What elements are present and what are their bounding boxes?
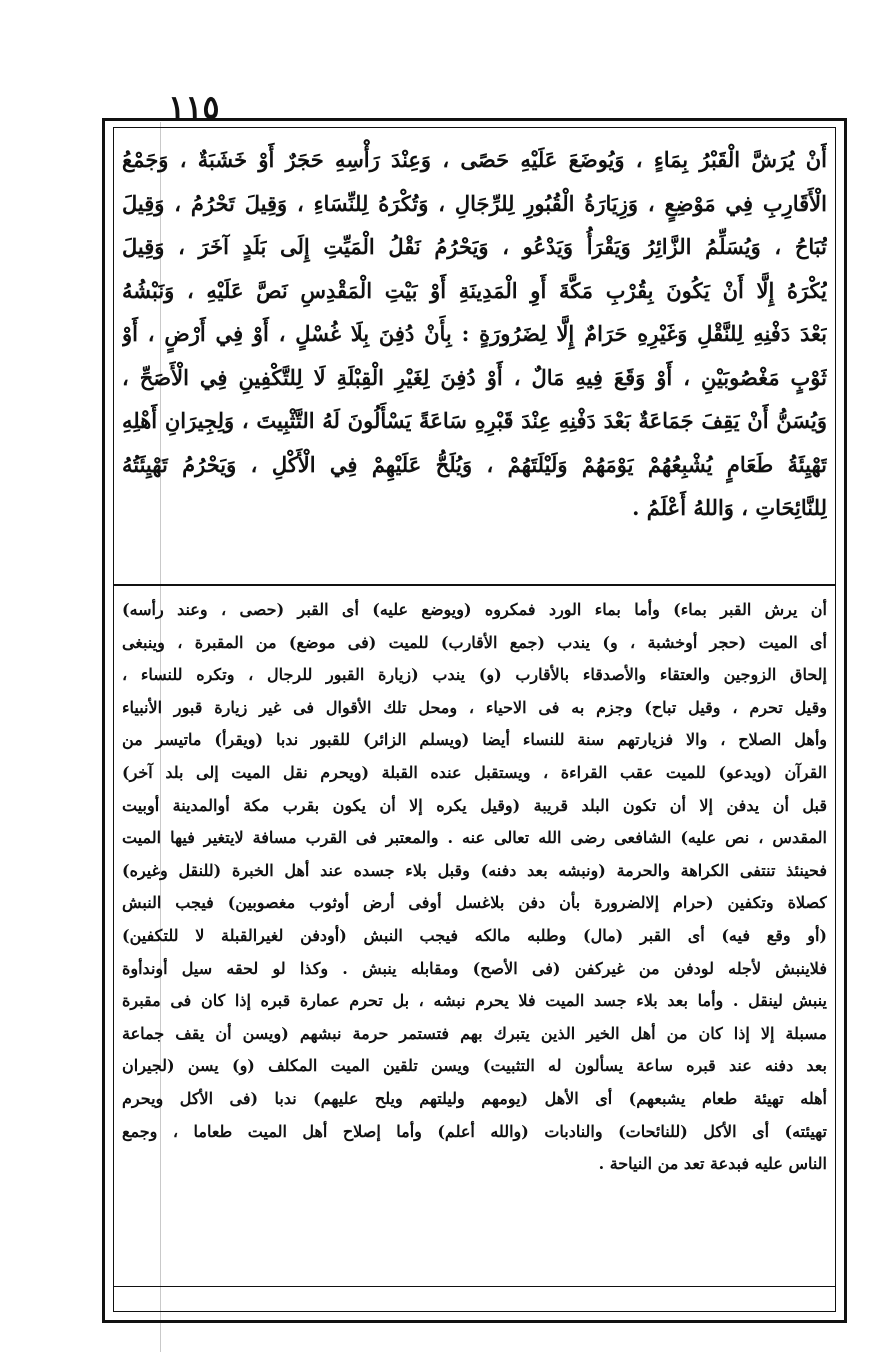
sharh-line: تهيئته) أى الأكل (للنائحات) والنادبات (والله أعلم) وأما إصلاح أهل الميت طعاما ، وجمع: [122, 1121, 827, 1141]
sharh-line: وقيل تحرم ، وقيل تباح) وجزم به فى الاحياء ، ومحل تلك الأقوال فى غير زيارة قبور الأنبياء: [122, 697, 827, 717]
sharh-line: فلاينبش لأجله لودفن من غيركفن (فى الأصح) ومقابله ينبش . وكذا لو لحقه سيل أوندأوة: [122, 958, 827, 978]
sharh-line: الناس عليه فبدعة تعد من النياحة .: [598, 1154, 827, 1174]
sharh-text-block: [122, 594, 827, 1271]
sharh-line: بعد دفنه عند قبره ساعة يسألون له التثبيت) ويسن تلقين الميت المكلف (و) يسن (لجيران: [122, 1056, 827, 1076]
sharh-line: فحينئذ تنتفى الكراهة والحرمة (ونبشه بعد دفنه) وقبل بلاء جسده عند أهل الخبرة (للنقل وغيره): [122, 860, 827, 880]
matn-line: وَيُسَنُّ أَنْ يَقِفَ جَمَاعَةٌ بَعْدَ دَفْنِهِ عِنْدَ قَبْرِهِ سَاعَةً يَسْأَلُونَ لَهُ التَّثْبِيتَ ، وَلِجِيرَانِ أَهْلِهِ: [122, 408, 827, 433]
sharh-line: قبل أن يدفن إلا أن تكون البلد قريبة (وقيل يكره إلا أن يكون بقرب مكة أوالمدينة أوبيت: [122, 795, 827, 815]
matn-text-block: [122, 138, 827, 576]
sharh-line: مسبلة إلا إذا كان من أهل الخير الذين يتبرك بهم فتستمر حرمة نبشهم (ويسن أن يقف جماعة: [122, 1023, 827, 1043]
sharh-line: إلحاق الزوجين والعتقاء والأصدقاء بالأقارب (و) يندب (زيارة القبور للرجال ، وتكره للنساء ،: [122, 665, 827, 685]
sharh-line: أهله تهيئة طعام يشبعهم) أى الأهل (يومهم وليلتهم ويلح عليهم) ندبا (فى الأكل ويحرم: [122, 1088, 827, 1108]
matn-line: تُبَاحُ ، وَيُسَلِّمُ الزَّائِرُ وَيَقْرَأُ وَيَدْعُو ، وَيَحْرُمُ نَقْلُ الْمَيِّتِ إِلَى بَلَدٍ آخَرَ ، وَقِيلَ: [122, 234, 827, 259]
sharh-line: ينبش لينقل . وأما بعد بلاء جسد الميت فلا يحرم نبشه ، بل تحرم عمارة قبره إذا كان فى مقبرة: [122, 991, 827, 1011]
matn-line: تَهْيِئَةُ طَعَامٍ يُشْبِعُهُمْ يَوْمَهُمْ وَلَيْلَتَهُمْ ، وَيُلَحُّ عَلَيْهِمْ فِي الْأَكْلِ ، وَيَحْرُمُ تَهْيِئَتُهُ: [122, 451, 827, 477]
matn-line: لِلنَّائِحَاتِ ، وَاللهُ أَعْلَمُ .: [632, 495, 827, 520]
sharh-line: (أو وقع فيه) أى القبر (مال) وطلبه مالكه فيجب النبش (أودفن لغيرالقبلة لا للتكفين): [122, 925, 827, 945]
matn-line: يُكْرَهُ إِلَّا أَنْ يَكُونَ بِقُرْبِ مَكَّةَ أَوِ الْمَدِينَةِ أَوْ بَيْتِ الْمَقْدِسِ نَصَّ عَلَيْهِ ، وَنَبْشُهُ: [122, 277, 827, 303]
section-divider: [114, 584, 835, 586]
sharh-line: أن يرش القبر بماء) وأما بماء الورد فمكروه (ويوضع عليه) أى القبر (حصى ، وعند رأسه): [122, 600, 827, 619]
sharh-line: وأهل الصلاح ، والا فزيارتهم سنة للنساء أيضا (ويسلم الزائر) للقبور ندبا (ويقرأ) ماتيسر من: [122, 730, 827, 750]
matn-line: بَعْدَ دَفْنِهِ لِلنَّقْلِ وَغَيْرِهِ حَرَامٌ إِلَّا لِضَرُورَةٍ : بِأَنْ دُفِنَ بِلَا غُسْلٍ ، أَوْ فِي أَرْضٍ ، أَوْ: [122, 321, 827, 346]
matn-line: أَنْ يُرَشَّ الْقَبْرُ بِمَاءٍ ، وَيُوضَعَ عَلَيْهِ حَصًى ، وَعِنْدَ رَأْسِهِ حَجَرٌ أَوْ خَشَبَةٌ ، وَجَمْعُ: [122, 147, 827, 172]
sharh-line: المقدس ، نص عليه) الشافعى رضى الله تعالى عنه . والمعتبر فى القرب مسافة لايتغير فيها الميت: [122, 828, 827, 848]
matn-line: الْأَقَارِبِ فِي مَوْضِعٍ ، وَزِيَارَةُ الْقُبُورِ لِلرِّجَالِ ، وَتُكْرَهُ لِلنِّسَاءِ ، وَقِيلَ تَحْرُمُ ، وَقِيلَ: [122, 190, 827, 216]
inner-border: [113, 127, 836, 1312]
sharh-line: القرآن (ويدعو) للميت عقب القراءة ، ويستقبل عنده القبلة (ويحرم نقل الميت إلى بلد آخر): [122, 762, 827, 782]
sharh-line: كصلاة وتكفين (حرام إلالضرورة بأن دفن بلاغسل أوفى أرض أوثوب مغصوبين) فيجب النبش: [122, 893, 827, 913]
page-number: ١١٥: [168, 88, 220, 126]
bottom-rule: [114, 1286, 835, 1287]
sharh-line: أى الميت (حجر أوخشبة ، و) يندب (جمع الأقارب) للميت (فى موضع) من المقبرة ، وينبغى: [122, 632, 827, 652]
matn-line: ثَوْبٍ مَغْصُوبَيْنِ ، أَوْ وَقَعَ فِيهِ مَالٌ ، أَوْ دُفِنَ لِغَيْرِ الْقِبْلَةِ لَا لِلتَّكْفِينِ فِي الْأَصَحِّ ،: [122, 364, 827, 390]
page-border: [102, 118, 847, 1323]
